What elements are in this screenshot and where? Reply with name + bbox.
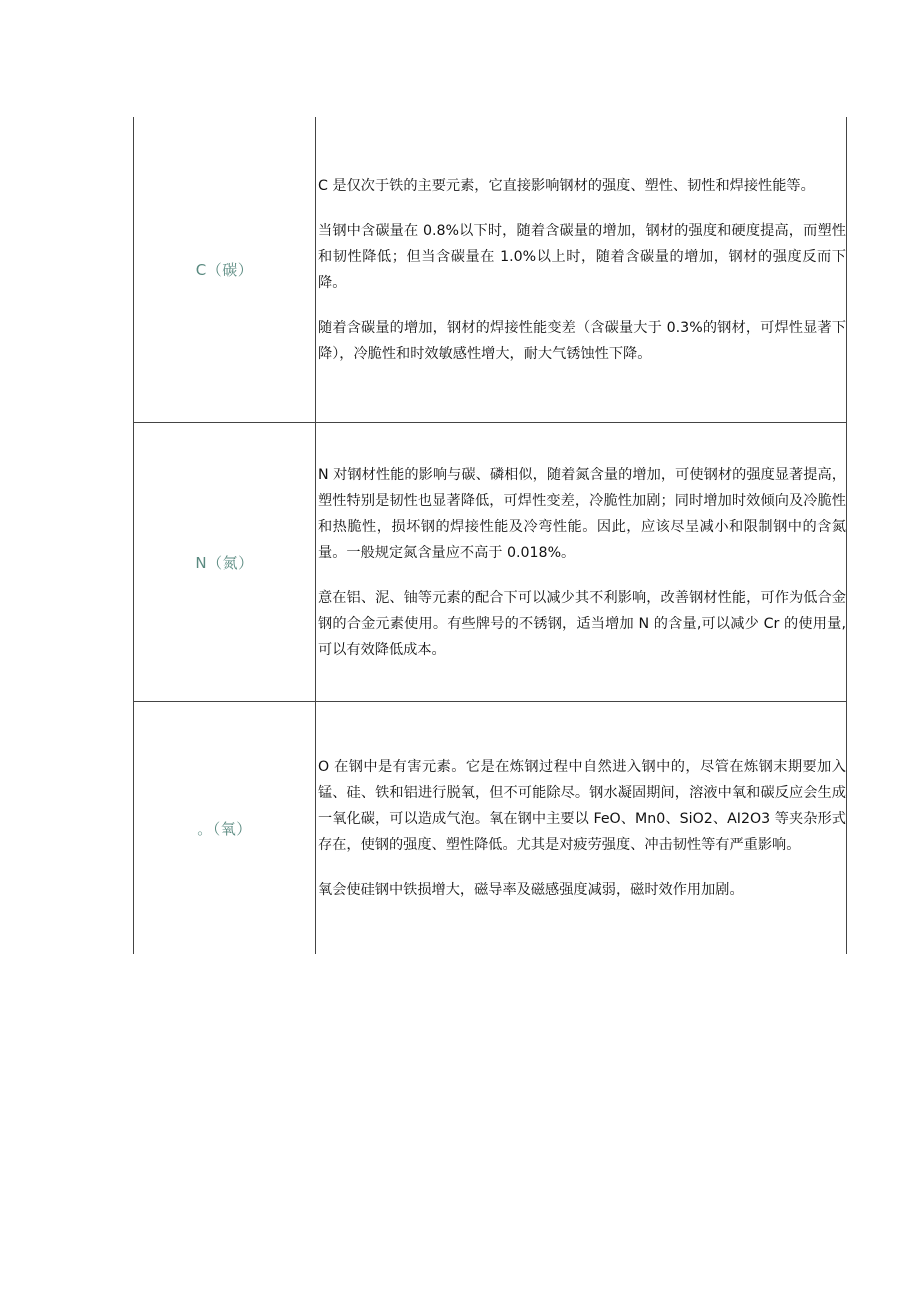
paragraph: 氧会使硅钢中铁损增大，磁导率及磁感强度减弱，磁时效作用加剧。: [318, 881, 744, 898]
element-label-nitrogen: N（氮）: [134, 423, 316, 702]
paragraph: 当钢中含碳量在 0.8%以下时，随着含碳量的增加，钢材的强度和硬度提高，而塑性和韧性降低；但当含碳量在 1.0%以上时，随着含碳量的增加，钢材的强度反而下降。: [318, 222, 846, 291]
paragraph: N 对钢材性能的影响与碳、磷相似，随着氮含量的增加，可使钢材的强度显著提高，塑性特别是韧性也显著降低，可焊性变差，冷脆性加剧；同时增加时效倾向及冷脆性和热脆性，损坏钢的焊接性能及冷弯性能。因此，应该尽呈减小和限制钢中的含氮量。一般规定氮含量应不高于 0.018%。: [318, 466, 846, 561]
table-row-carbon: [134, 117, 847, 423]
element-label-carbon: C（碳）: [134, 117, 316, 423]
paragraph: C 是仅次于铁的主要元素，它直接影响钢材的强度、塑性、韧性和焊接性能等。: [318, 177, 815, 194]
description-cell-nitrogen: [316, 423, 847, 702]
paragraph: O 在钢中是有害元素。它是在炼钢过程中自然进入钢中的，尽管在炼钢末期要加入锰、硅、铁和铝进行脱氧，但不可能除尽。钢水凝固期间，溶液中氧和碳反应会生成一氧化碳，可以造成气泡。氧在钢中主要以 FeO、Mn0、SiO2、AI2O3 等夹杂形式存在，使钢的强度、塑性降低。尤其是对疲劳强度、冲击韧性等有严重影响。: [318, 758, 846, 853]
description-cell-carbon: [316, 117, 847, 423]
paragraph: 意在铝、泥、铀等元素的配合下可以减少其不利影响，改善钢材性能，可作为低合金钢的合金元素使用。有些牌号的不锈钢，适当增加 N 的含量,可以减少 Cr 的使用量,可以有效降低成本。: [318, 589, 846, 658]
description-cell-oxygen: [316, 702, 847, 955]
element-effects-table: [133, 117, 847, 954]
paragraph: 随着含碳量的增加，钢材的焊接性能变差（含碳量大于 0.3%的钢材，可焊性显著下降），冷脆性和时效敏感性增大，耐大气锈蚀性下降。: [318, 319, 846, 362]
element-label-oxygen: 。（氧）: [134, 702, 316, 955]
table-row-nitrogen: [134, 423, 847, 702]
table-row-oxygen: [134, 702, 847, 955]
